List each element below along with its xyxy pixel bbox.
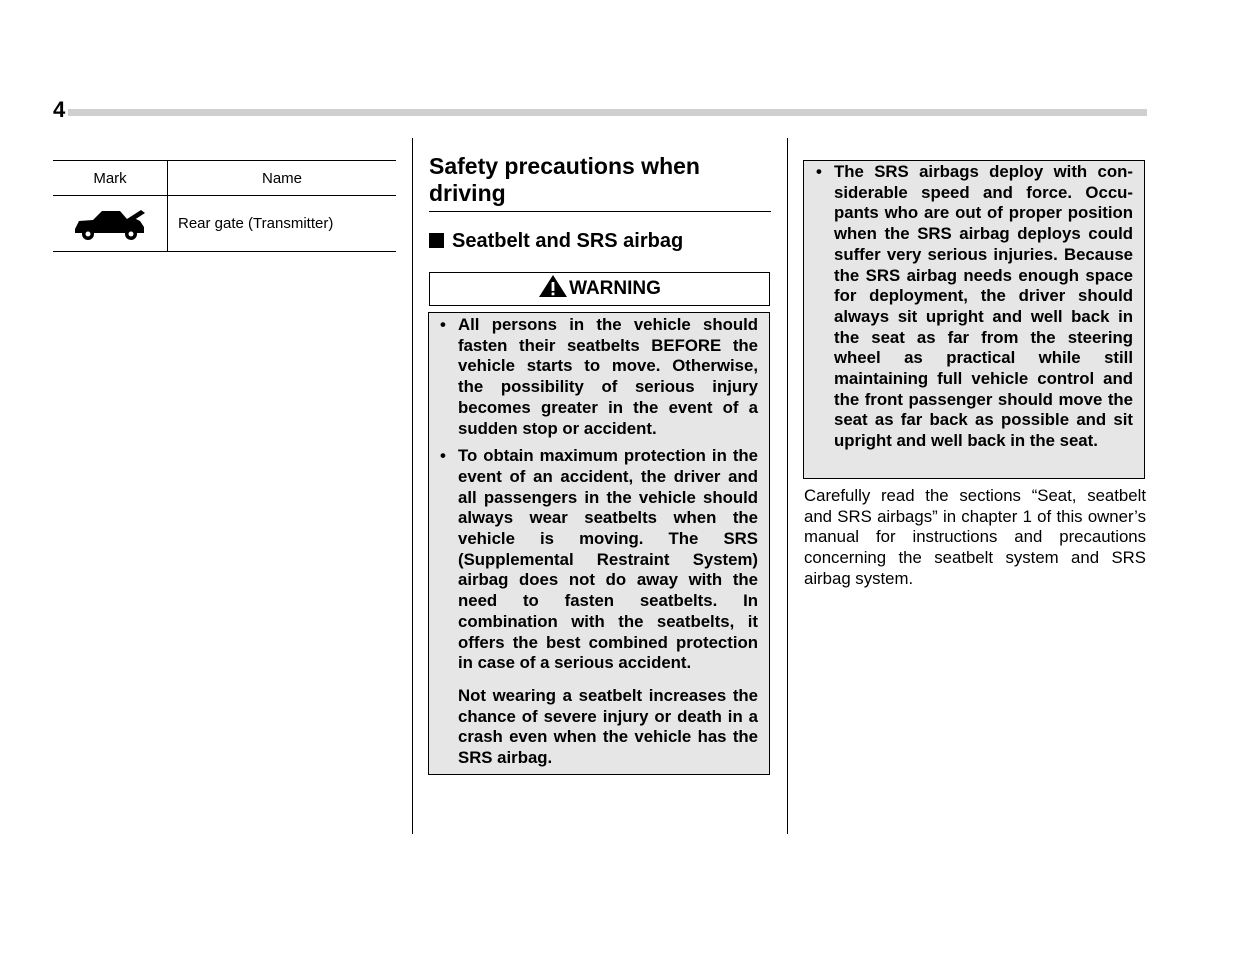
column-header-name: Name — [168, 161, 397, 196]
warning-text: All persons in the vehicle should fasten their seatbelts BEFORE the vehicle starts to move. Otherwise, the possibility of serious injury becomes greater in the event of a sudden stop or accident. — [458, 315, 758, 438]
column-divider-left — [412, 138, 413, 834]
warning-text: To obtain maximum protection in the event of an accident, the driver and all passengers in the vehicle should always wear seatbelts when the vehicle is moving. The SRS (Supplemental Restraint System) airbag does not do away with the need to fasten seatbelts. In combination with the seatbelts, it offers the best combined protection in case of a serious accident. — [458, 446, 758, 673]
bullet-icon: • — [816, 162, 822, 181]
column-divider-right — [787, 138, 788, 834]
mark-name-table — [53, 160, 396, 252]
warning-item — [440, 315, 758, 439]
page-number: 4 — [53, 97, 66, 122]
warning-box-right — [803, 160, 1145, 479]
section-title: Safety precautions when driving — [429, 153, 771, 212]
warning-text: The SRS airbags deploy with considerable speed and force. Occupants who are out of proper position when the SRS airbag deploys could suffer very serious injuries. Because the SRS airbag needs enough space for deployment, the driver should always sit upright and well back in the seat as far from the steering wheel as practical while still maintaining full vehicle control and the front passenger should move the seat as far back as possible and sit upright and well back in the seat. — [834, 162, 1133, 451]
subsection-title — [429, 228, 683, 254]
car-rear-gate-open-icon — [73, 214, 147, 231]
black-square-icon — [429, 233, 444, 248]
warning-label: WARNING — [569, 278, 661, 299]
warning-item — [816, 162, 1133, 452]
warning-item — [440, 446, 758, 674]
warning-extra-paragraph: Not wearing a seatbelt increases the chance of severe injury or death in a crash even when the vehicle has the SRS airbag. — [458, 685, 758, 768]
table-row — [53, 196, 396, 252]
name-cell: Rear gate (Transmitter) — [168, 196, 397, 252]
mark-cell — [53, 196, 168, 252]
subsection-label: Seatbelt and SRS airbag — [452, 230, 684, 252]
warning-header — [429, 272, 770, 306]
header-bar — [68, 109, 1147, 116]
warning-triangle-icon — [538, 274, 568, 304]
body-paragraph: Carefully read the sections “Seat, seatbelt and SRS airbags” in chapter 1 of this owner’s manual for instructions and precautions concerning the seatbelt system and SRS airbag system. — [804, 486, 1146, 588]
bullet-icon: • — [440, 446, 446, 466]
column-header-mark: Mark — [53, 161, 168, 196]
table-header-row — [53, 161, 396, 196]
bullet-icon: • — [440, 315, 446, 334]
warning-box-left — [428, 312, 770, 775]
